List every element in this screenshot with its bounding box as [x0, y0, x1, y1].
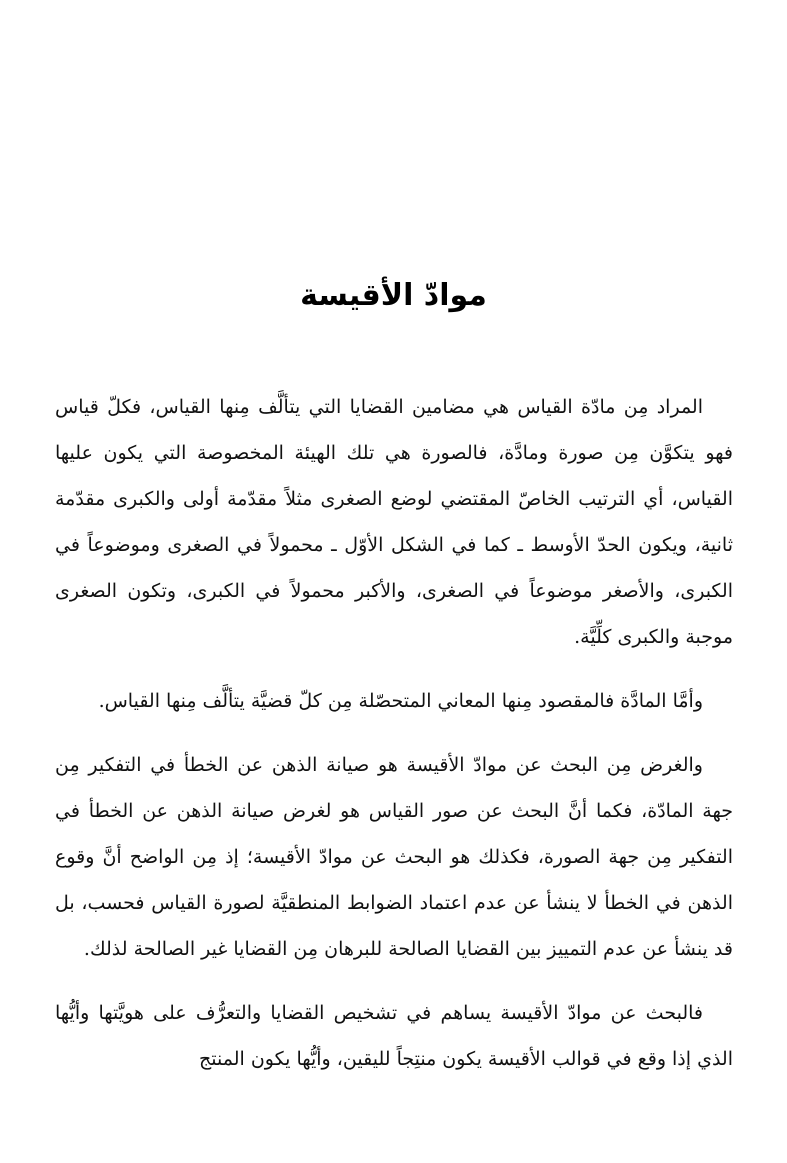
paragraph-1: المراد مِن مادّة القياس هي مضامين القضايا التي يتألَّف مِنها القياس، فكلّ قياس فهو يتكوَّن مِن صورة ومادَّة، فالصورة هي تلك الهيئة المخصوصة التي يكون عليها القياس، أي الترتيب الخاصّ المقتضي لوضع الصغرى مثلاً مقدّمة أولى والكبرى مقدّمة ثانية، ويكون الحدّ الأوسط ـ كما في الشكل الأوّل ـ محمولاً في الصغرى وموضوعاً في الكبرى، والأصغر موضوعاً في الصغرى، والأكبر محمولاً في الكبرى، وتكون الصغرى موجبة والكبرى كلِّيَّة.	[55, 396, 733, 648]
chapter-title: موادّ الأقيسة	[300, 278, 487, 313]
paragraph-3: والغرض مِن البحث عن موادّ الأقيسة هو صيانة الذهن عن الخطأ في التفكير مِن جهة المادّة، فكما أنَّ البحث عن صور القياس هو لغرض صيانة الذهن عن الخطأ في التفكير مِن جهة الصورة، فكذلك هو البحث عن موادّ الأقيسة؛ إذ مِن الواضح أنَّ وقوع الذهن في الخطأ لا ينشأ عن عدم اعتماد الضوابط المنطقيَّة لصورة القياس فحسب، بل قد ينشأ عن عدم التمييز بين القضايا الصالحة للبرهان مِن القضايا غير الصالحة لذلك.	[55, 754, 733, 960]
paragraph-4: فالبحث عن موادّ الأقيسة يساهم في تشخيص القضايا والتعرُّف على هويَّتها وأيُّها الذي إذا وقع في قوالب الأقيسة يكون منتِجاً لليقين، وأيُّها يكون المنتج	[55, 1002, 733, 1070]
paragraph-2: وأمَّا المادَّة فالمقصود مِنها المعاني المتحصّلة مِن كلّ قضيَّة يتألَّف مِنها القياس.	[98, 690, 703, 712]
body-text	[55, 384, 733, 1100]
